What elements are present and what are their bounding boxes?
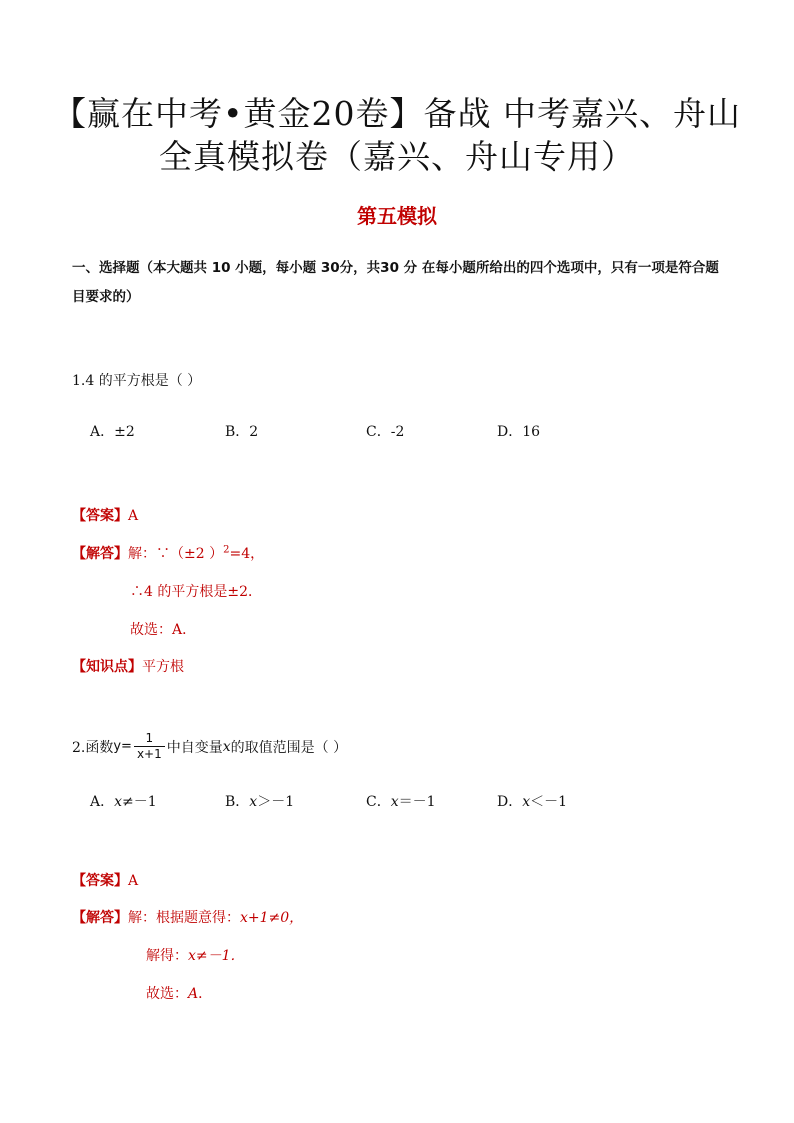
solution-tag: 【解答】	[72, 910, 128, 926]
question-2-option-d	[497, 791, 567, 811]
question-1-solution-line1	[72, 543, 264, 563]
question-1-option-a: A．±2	[90, 424, 135, 440]
option-relation: ≠－1	[122, 794, 157, 810]
option-variable: x	[390, 794, 399, 810]
solution-text: 解：∵（±2 ）	[128, 546, 224, 562]
question-2-stem	[72, 731, 347, 762]
answer-tag: 【答案】	[72, 508, 128, 524]
solution-text: =4，	[229, 546, 265, 562]
fraction-denominator: x+1	[136, 747, 162, 761]
option-label: D．	[497, 794, 523, 810]
solution-text: 故选：	[146, 986, 188, 1002]
solution-expression: x≠－1．	[188, 948, 245, 964]
answer-value: A	[128, 508, 139, 524]
stem-middle: 中自变量	[166, 739, 223, 756]
solution-text: 解：根据题意得：	[128, 910, 240, 926]
document-title-line2: 全真模拟卷（嘉兴、舟山专用）	[159, 137, 635, 176]
option-relation: ＞－1	[257, 794, 295, 810]
stem-prefix: 2.函数	[72, 739, 114, 756]
question-1-knowledge	[72, 656, 184, 676]
question-2-option-a	[90, 791, 157, 811]
question-1-option-c: C．-2	[366, 424, 405, 440]
knowledge-value: 平方根	[142, 659, 184, 675]
question-2-solution-line2	[146, 945, 245, 965]
option-label: A．	[90, 794, 115, 810]
document-title-line1: 【赢在中考•黄金20卷】备战 中考嘉兴、舟山	[53, 94, 741, 133]
question-1-stem: 1.4 的平方根是（ ）	[72, 373, 202, 389]
exponent: 2	[223, 544, 230, 556]
question-2-solution-line3	[146, 983, 212, 1003]
question-1-solution-line2: ∴4 的平方根是±2．	[130, 584, 262, 600]
solution-text: ．	[198, 986, 213, 1002]
answer-value: A	[128, 873, 139, 889]
solution-text: 解得：	[146, 948, 188, 964]
option-label: C．	[366, 794, 391, 810]
exam-subtitle: 第五模拟	[357, 204, 437, 228]
solution-expression: x+1≠0，	[240, 910, 304, 926]
function-y: y=	[113, 739, 132, 754]
question-1-option-d: D．16	[497, 424, 541, 440]
question-1-solution-line3: 故选：A．	[130, 622, 197, 638]
section-instructions: 一、选择题（本大题共 10 小题，每小题 30分，共30 分 在每小题所给出的四个选项中，只有一项是符合题目要求的）	[72, 260, 719, 305]
option-relation: ＜－1	[530, 794, 568, 810]
question-2-answer	[72, 870, 138, 890]
solution-tag: 【解答】	[72, 546, 128, 562]
option-relation: ＝－1	[398, 794, 436, 810]
question-1-option-b: B．2	[225, 424, 259, 440]
option-variable: x	[249, 794, 258, 810]
question-2-option-b	[225, 791, 294, 811]
question-2-solution-line1	[72, 907, 303, 927]
option-variable: x	[522, 794, 531, 810]
answer-tag: 【答案】	[72, 873, 128, 889]
fraction-numerator: 1	[134, 731, 165, 747]
fraction	[134, 731, 165, 762]
stem-suffix: 的取值范围是（ ）	[230, 739, 348, 756]
question-1-answer	[72, 505, 138, 525]
option-label: B．	[225, 794, 250, 810]
question-2-option-c	[366, 791, 436, 811]
knowledge-tag: 【知识点】	[72, 659, 142, 675]
variable-x: x	[222, 738, 231, 755]
solution-choice: A	[188, 986, 199, 1002]
option-variable: x	[114, 794, 123, 810]
